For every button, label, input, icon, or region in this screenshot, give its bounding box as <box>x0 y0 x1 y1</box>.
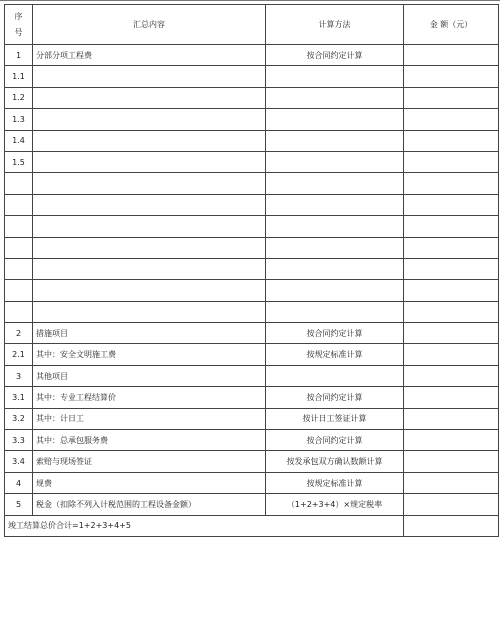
row-calculation-method <box>266 66 404 87</box>
row-calculation-method <box>266 151 404 172</box>
row-calculation-method: 按合同约定计算 <box>266 323 404 344</box>
row-serial-number: 5 <box>5 494 33 515</box>
table-row <box>5 280 499 301</box>
row-calculation-method <box>266 87 404 108</box>
table-row <box>5 472 499 493</box>
table-row <box>5 216 499 237</box>
table-row <box>5 387 499 408</box>
row-amount <box>404 45 499 66</box>
header-amount: 金 额（元） <box>404 5 499 45</box>
table-row <box>5 258 499 279</box>
row-calculation-method: 按合同约定计算 <box>266 387 404 408</box>
row-summary-content <box>33 151 266 172</box>
row-calculation-method: 按合同约定计算 <box>266 430 404 451</box>
table-header-row <box>5 5 499 45</box>
row-amount <box>404 344 499 365</box>
row-amount <box>404 494 499 515</box>
row-serial-number <box>5 301 33 322</box>
row-calculation-method: 按计日工签证计算 <box>266 408 404 429</box>
table-row <box>5 173 499 194</box>
settlement-summary-table <box>4 4 499 537</box>
table-row <box>5 301 499 322</box>
row-calculation-method: 按规定标准计算 <box>266 344 404 365</box>
row-summary-content: 其他项目 <box>33 365 266 386</box>
header-serial-number: 序 号 <box>5 5 33 45</box>
row-calculation-method: （1+2+3+4）×规定税率 <box>266 494 404 515</box>
row-summary-content <box>33 216 266 237</box>
row-serial-number: 1.2 <box>5 87 33 108</box>
row-amount <box>404 323 499 344</box>
row-calculation-method <box>266 216 404 237</box>
row-summary-content <box>33 258 266 279</box>
row-serial-number: 1.3 <box>5 109 33 130</box>
table-row <box>5 344 499 365</box>
row-amount <box>404 151 499 172</box>
row-calculation-method <box>266 280 404 301</box>
header-calculation-method: 计算方法 <box>266 5 404 45</box>
total-row <box>5 515 499 536</box>
row-amount <box>404 387 499 408</box>
row-amount <box>404 216 499 237</box>
table-row <box>5 151 499 172</box>
row-amount <box>404 173 499 194</box>
row-calculation-method: 按规定标准计算 <box>266 472 404 493</box>
table-row <box>5 323 499 344</box>
row-summary-content: 索赔与现场签证 <box>33 451 266 472</box>
row-summary-content <box>33 194 266 215</box>
row-serial-number: 3.1 <box>5 387 33 408</box>
row-serial-number <box>5 258 33 279</box>
row-amount <box>404 472 499 493</box>
row-summary-content: 其中：安全文明施工费 <box>33 344 266 365</box>
row-calculation-method <box>266 258 404 279</box>
row-calculation-method <box>266 194 404 215</box>
row-summary-content <box>33 66 266 87</box>
row-amount <box>404 109 499 130</box>
row-serial-number: 3.3 <box>5 430 33 451</box>
row-amount <box>404 408 499 429</box>
row-serial-number: 1.5 <box>5 151 33 172</box>
row-serial-number <box>5 194 33 215</box>
settlement-summary-sheet <box>4 4 498 537</box>
row-summary-content <box>33 130 266 151</box>
row-calculation-method: 按发承包双方确认数额计算 <box>266 451 404 472</box>
row-amount <box>404 194 499 215</box>
row-serial-number: 1 <box>5 45 33 66</box>
row-summary-content <box>33 109 266 130</box>
table-row <box>5 365 499 386</box>
row-amount <box>404 280 499 301</box>
row-summary-content <box>33 237 266 258</box>
table-row <box>5 408 499 429</box>
table-row <box>5 109 499 130</box>
row-serial-number: 1.4 <box>5 130 33 151</box>
table-row <box>5 430 499 451</box>
table-row <box>5 87 499 108</box>
row-summary-content <box>33 87 266 108</box>
row-summary-content: 规费 <box>33 472 266 493</box>
total-label: 竣工结算总价合计=1+2+3+4+5 <box>5 515 404 536</box>
row-amount <box>404 130 499 151</box>
row-summary-content: 税金（扣除不列入计税范围的工程设备金额） <box>33 494 266 515</box>
row-serial-number: 3.2 <box>5 408 33 429</box>
row-summary-content <box>33 301 266 322</box>
table-row <box>5 451 499 472</box>
row-amount <box>404 66 499 87</box>
header-summary-content: 汇总内容 <box>33 5 266 45</box>
row-amount <box>404 430 499 451</box>
row-amount <box>404 365 499 386</box>
row-serial-number <box>5 173 33 194</box>
table-row <box>5 494 499 515</box>
row-summary-content: 措施项目 <box>33 323 266 344</box>
row-amount <box>404 237 499 258</box>
row-amount <box>404 451 499 472</box>
row-summary-content: 其中：计日工 <box>33 408 266 429</box>
row-serial-number <box>5 216 33 237</box>
row-calculation-method <box>266 173 404 194</box>
row-serial-number <box>5 237 33 258</box>
row-summary-content <box>33 173 266 194</box>
table-row <box>5 66 499 87</box>
row-summary-content: 分部分项工程费 <box>33 45 266 66</box>
row-summary-content: 其中：专业工程结算价 <box>33 387 266 408</box>
row-calculation-method <box>266 130 404 151</box>
row-amount <box>404 301 499 322</box>
row-calculation-method <box>266 365 404 386</box>
row-calculation-method <box>266 301 404 322</box>
row-calculation-method <box>266 109 404 130</box>
row-serial-number: 3 <box>5 365 33 386</box>
row-calculation-method: 按合同约定计算 <box>266 45 404 66</box>
row-serial-number <box>5 280 33 301</box>
table-body <box>5 45 499 516</box>
table-row <box>5 130 499 151</box>
table-row <box>5 194 499 215</box>
total-amount-cell <box>404 515 499 536</box>
table-row <box>5 237 499 258</box>
row-summary-content <box>33 280 266 301</box>
table-row <box>5 45 499 66</box>
row-serial-number: 4 <box>5 472 33 493</box>
row-serial-number: 2.1 <box>5 344 33 365</box>
row-amount <box>404 258 499 279</box>
row-serial-number: 3.4 <box>5 451 33 472</box>
row-amount <box>404 87 499 108</box>
row-summary-content: 其中：总承包服务费 <box>33 430 266 451</box>
row-serial-number: 1.1 <box>5 66 33 87</box>
row-calculation-method <box>266 237 404 258</box>
row-serial-number: 2 <box>5 323 33 344</box>
